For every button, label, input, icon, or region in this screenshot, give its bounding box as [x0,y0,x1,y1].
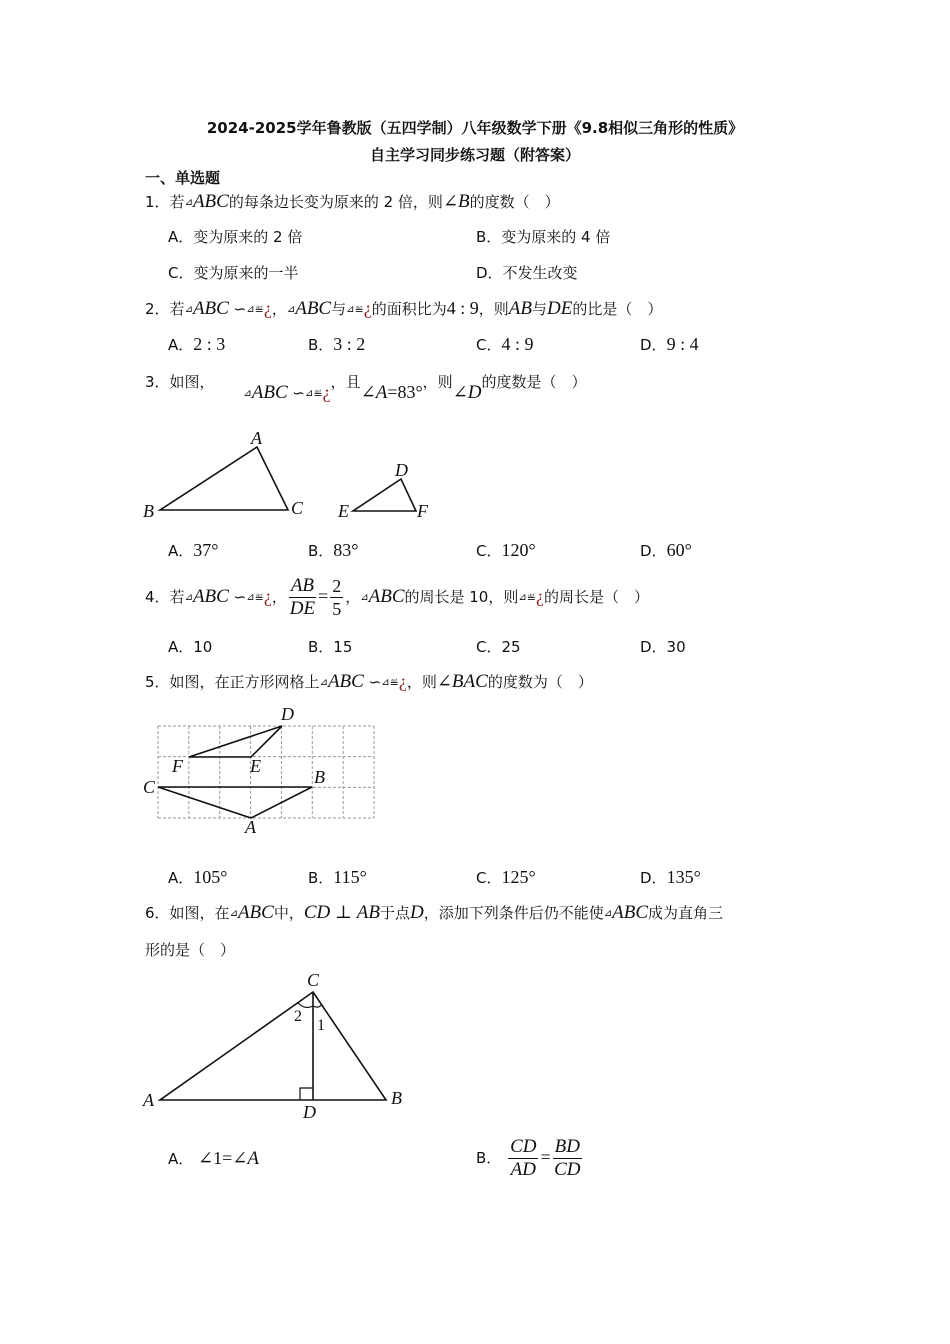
math: ABC [192,191,229,212]
q5-option-b[interactable] [308,866,367,889]
title-line-1: 2024-2025学年鲁教版（五四学制）八年级数学下册《9.8相似三角形的性质》 [206,119,744,137]
triangle-abc [160,447,288,510]
angle-symbol: ∠ [442,191,459,211]
math: =83° [387,382,423,402]
denominator: 5 [332,599,342,619]
q6-option-a[interactable] [168,1147,259,1170]
question-number: 1． [145,193,170,211]
def-symbol: ≝ [526,592,536,605]
triangle-symbol: ⊿ [381,677,390,688]
q3-figure [160,447,416,511]
triangle-symbol: ⊿ [246,592,255,603]
math: BAC [451,671,488,692]
text: 的周长是（ ） [543,588,649,606]
math: ABC [327,671,364,692]
label-b: B [391,1088,402,1108]
garbled-symbol: ¿ [363,298,372,318]
label-c: C [291,498,304,518]
similar-symbol: ∽ [292,384,305,402]
math: ABC [612,902,649,923]
triangle-symbol: ⊿ [184,197,193,208]
option-letter: C． [476,336,502,354]
similar-symbol: ∽ [368,673,382,691]
q5-option-d[interactable] [640,866,701,889]
label-a: A [143,1090,154,1110]
option-letter: A． [168,336,194,354]
text: 的比是（ ） [572,300,663,318]
denominator: AD [510,1159,536,1180]
label-a: A [251,428,262,448]
option-value: 83° [333,540,359,560]
option-value: 37° [193,540,219,560]
question-number: 6． [145,904,170,922]
option-value: 135° [666,867,701,887]
triangle-symbol: ⊿ [229,908,238,919]
option-letter: C． [476,869,502,887]
option-letter: C． [476,542,502,560]
angle-1-arc [313,1004,322,1007]
triangle-symbol: ⊿ [518,592,527,603]
fraction-2-5 [330,575,343,620]
def-symbol: ≝ [354,304,364,317]
triangle-symbol: ⊿ [319,677,328,688]
text: 成为直角三 [648,904,724,922]
label-b: B [314,767,325,787]
math: ABC [192,298,229,319]
q6-labels [142,970,402,1122]
equals: = [318,586,329,606]
text: 于点 [379,904,410,922]
text: ， [271,300,287,318]
text: 中， [273,904,304,922]
label-d: D [281,704,294,724]
q2-option-a[interactable] [168,333,225,356]
fraction-bd-cd [553,1136,582,1181]
angle-2-arc [298,1003,313,1007]
math: DE [547,298,573,319]
triangle-symbol: ⊿ [360,592,369,603]
option-value: 9 : 4 [666,334,699,354]
equals: = [540,1147,551,1167]
q5-figure [158,726,312,818]
option-letter: B． [476,1149,502,1167]
option-letter: A． [168,1150,194,1168]
text: 与 [532,300,548,318]
text: 的周长是 10，则 [404,588,519,606]
q4-option-c[interactable]: C．25 [476,638,521,656]
label-e: E [338,501,349,521]
label-angle-1: 1 [317,1017,325,1034]
q5-grid [158,726,374,818]
math: ABC [368,586,405,607]
option-value: 120° [501,540,536,560]
question-6-stem [145,901,723,925]
text: 若 [169,193,185,211]
option-letter: A． [168,869,194,887]
label-c: C [307,970,320,990]
text: 的每条边长变为原来的 2 倍，则 [228,193,443,211]
text: ，则 [406,673,437,691]
label-c: C [143,777,156,797]
math: ABC [237,902,274,923]
numerator: BD [554,1136,580,1157]
similar-symbol: ∽ [233,588,247,606]
option-letter: D． [640,542,667,560]
label-b: B [143,501,154,521]
garbled-symbol: ¿ [263,298,272,318]
question-number: 5． [145,673,170,691]
question-6-stem-line-2: 形的是（ ） [145,941,236,959]
option-value: 115° [333,867,367,887]
math: CD [303,902,331,923]
text: 的度数为（ ） [487,673,593,691]
q1-option-c[interactable]: C．变为原来的一半 [168,264,299,282]
title-line-2: 自主学习同步练习题（附答案） [369,146,580,164]
def-symbol: ≝ [254,304,264,317]
option-letter: B． [308,869,334,887]
q2-option-b[interactable] [308,333,365,356]
q3-option-b[interactable] [308,539,359,562]
math: ABC [192,586,229,607]
math: B [458,191,470,212]
triangle-def [353,479,416,511]
angle-symbol: ∠ [360,382,376,402]
triangle-abc [158,787,312,818]
question-1-stem [145,190,560,214]
option-letter: D． [640,869,667,887]
label-d: D [303,1102,316,1122]
option-value: 4 : 9 [501,334,534,354]
math: D [410,902,424,923]
q1-option-a[interactable]: A．变为原来的 2 倍 [168,228,303,246]
label-a: A [245,817,256,837]
q5-labels [143,704,325,837]
triangle-symbol: ⊿ [184,592,193,603]
q1-option-d[interactable]: D．不发生改变 [476,264,578,282]
option-letter: B． [308,542,334,560]
triangle-abc [160,992,386,1100]
option-value: 2 : 3 [193,334,226,354]
def-symbol: ≝ [389,677,399,690]
garbled-symbol: ¿ [535,586,544,606]
q6-figure [160,992,386,1100]
label-e: E [250,756,261,776]
math: AB [356,902,380,923]
triangle-symbol: ⊿ [184,304,193,315]
text: ，则 [478,300,509,318]
text: ， [271,588,287,606]
section-heading: 一、单选题 [145,169,221,187]
q5-option-c[interactable] [476,866,536,889]
math: AB [508,298,532,319]
triangle-symbol: ⊿ [603,908,613,919]
question-5-stem [145,670,593,695]
triangle-symbol: ⊿ [304,388,314,399]
question-3-stem [145,370,587,403]
q3-labels [143,428,429,521]
numerator: AB [290,575,315,596]
numerator: CD [510,1136,537,1157]
question-number: 4． [145,588,170,606]
math: 4 : 9 [446,298,479,318]
angle-symbol: ∠ [452,382,468,402]
text: 的度数（ ） [469,193,560,211]
q2-option-d[interactable] [640,333,699,356]
text: 如图，在 [169,904,230,922]
q3-option-c[interactable] [476,539,536,562]
triangle-symbol: ⊿ [346,304,355,315]
text: 的度数是（ ） [481,373,587,391]
text: 如图，在正方形网格上 [169,673,320,691]
option-value: 60° [666,540,692,560]
triangle-symbol: ⊿ [286,304,296,315]
q4-option-d[interactable]: D．30 [640,638,686,656]
math: A [247,1148,259,1169]
text: 的面积比为 [371,300,447,318]
text: 若 [169,588,185,606]
option-letter: A． [168,542,194,560]
perpendicular-symbol: ⊥ [335,902,352,922]
equals: = [222,1148,233,1168]
math: 1 [213,1148,223,1168]
option-value: 125° [501,867,536,887]
math: ABC [251,382,288,403]
label-angle-2: 2 [294,1008,302,1025]
text: ，且 [330,373,361,391]
q4-option-b[interactable]: B．15 [308,638,353,656]
q6-option-b[interactable] [476,1135,584,1181]
garbled-symbol: ¿ [322,382,331,402]
garbled-symbol: ¿ [263,586,272,606]
denominator: CD [554,1159,581,1180]
triangle-symbol: ⊿ [246,304,255,315]
math: D [467,382,482,403]
q3-option-d[interactable] [640,539,692,562]
question-number: 3． [145,373,170,391]
option-letter: B． [308,336,334,354]
triangle-def [189,726,282,757]
text: ， [345,588,361,606]
option-letter: D． [640,336,667,354]
text: 如图， [169,373,215,391]
denominator: DE [289,598,316,619]
q1-option-b[interactable]: B．变为原来的 4 倍 [476,228,611,246]
triangle-symbol: ⊿ [243,388,252,399]
def-symbol: ≝ [254,592,264,605]
math: A [375,382,388,403]
option-value: 3 : 2 [333,334,366,354]
def-symbol: ≝ [313,388,323,401]
q2-option-c[interactable] [476,333,534,356]
q4-option-a[interactable]: A．10 [168,638,213,656]
angle-symbol: ∠ [232,1148,248,1168]
fraction-cd-ad [508,1136,538,1181]
text: ，则 [422,373,453,391]
garbled-symbol: ¿ [398,671,407,691]
right-angle-mark [300,1088,313,1100]
question-2-stem [145,297,662,322]
text: 与 [331,300,347,318]
similar-symbol: ∽ [233,300,247,318]
label-f: F [417,501,428,521]
q3-option-a[interactable] [168,539,218,562]
question-number: 2． [145,300,170,318]
numerator: 2 [332,576,342,596]
math: ABC [295,298,332,319]
angle-symbol: ∠ [198,1148,214,1168]
angle-symbol: ∠ [436,671,452,691]
text: ，添加下列条件后仍不能使 [423,904,604,922]
fraction-ab-de [289,575,316,620]
option-value: 105° [193,867,228,887]
text: 若 [169,300,185,318]
label-f: F [172,756,183,776]
q5-option-a[interactable] [168,866,227,889]
question-4-stem [145,574,649,621]
label-d: D [395,460,408,480]
